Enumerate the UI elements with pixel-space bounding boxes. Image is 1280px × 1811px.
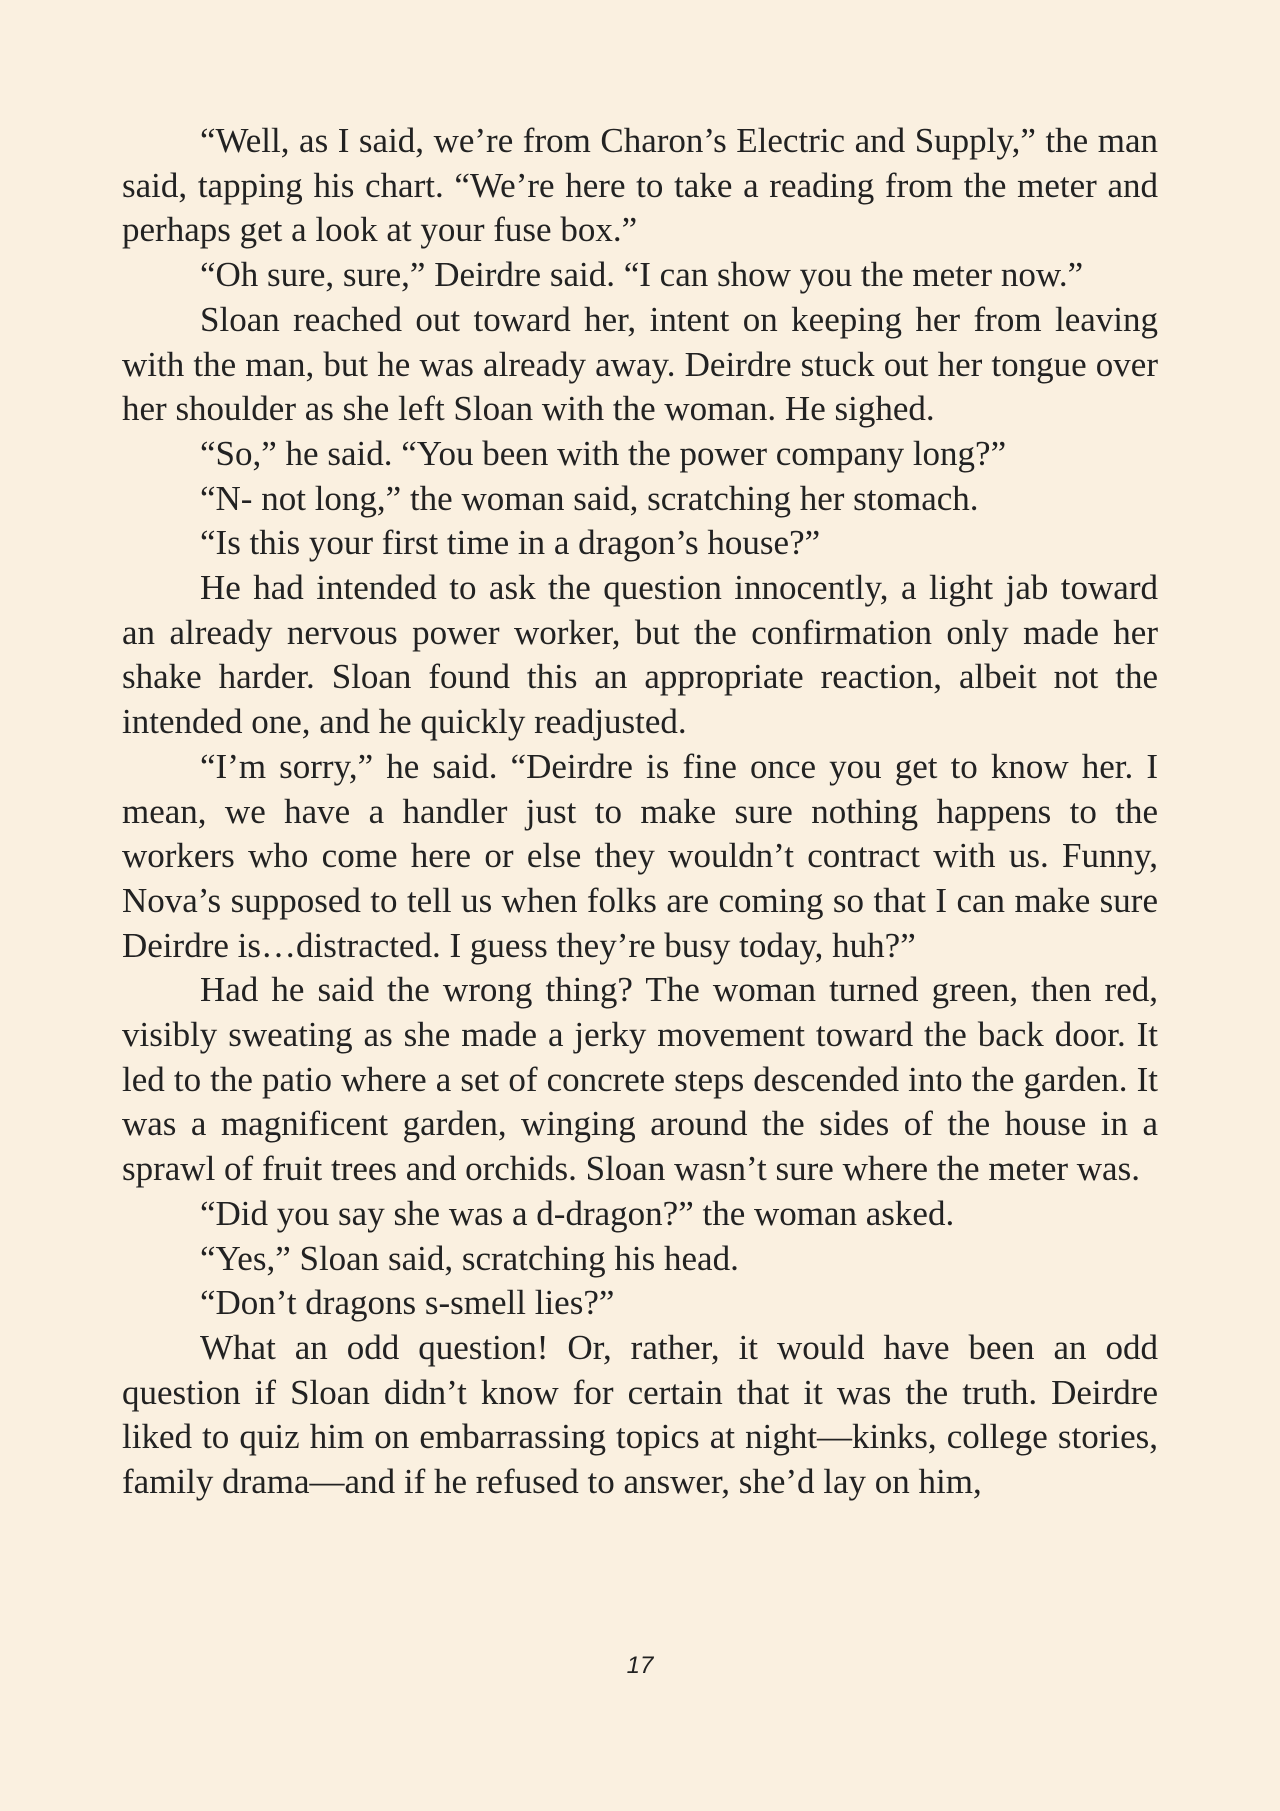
paragraph: “Is this your first time in a dragon’s house?”	[200, 523, 821, 563]
paragraph: What an odd question! Or, rather, it would have been an odd question if Sloan didn’t know for certain that it was the truth. Deirdre liked to quiz him on embarrassing topics at night—kinks, college stories, family drama—and if he refused to answer, she’d lay on him,	[122, 1327, 1158, 1502]
paragraph: “I’m sorry,” he said. “Deirdre is fine once you get to know her. I mean, we have a handler just to make sure nothing happens to the workers who come here or else they wouldn’t contract with us. Funny, Nova’s supposed to tell us when folks are coming so that I can make sure Deirdre is…distracted. I guess they’re busy today, huh?”	[122, 746, 1158, 965]
paragraph: Had he said the wrong thing? The woman turned green, then red, visibly sweating as she made a jerky movement toward the back door. It led to the patio where a set of concrete steps descended into the garden. It was a magnificent garden, winging around the sides of the house in a sprawl of fruit trees and orchids. Sloan wasn’t sure where the meter was.	[122, 970, 1158, 1189]
paragraph: “Oh sure, sure,” Deirdre said. “I can show you the meter now.”	[200, 255, 1084, 295]
paragraph: “Well, as I said, we’re from Charon’s Electric and Supply,” the man said, tapping his chart. “We’re here to take a reading from the meter and perhaps get a look at your fuse box.”	[122, 121, 1158, 250]
page-number: 17	[626, 1652, 654, 1679]
paragraph: “Did you say she was a d-dragon?” the woman asked.	[200, 1193, 955, 1233]
paragraph: “So,” he said. “You been with the power company long?”	[200, 433, 1007, 473]
body-text	[122, 119, 1158, 1505]
paragraph: “N- not long,” the woman said, scratching her stomach.	[200, 478, 979, 518]
paragraph: “Yes,” Sloan said, scratching his head.	[200, 1238, 739, 1278]
paragraph: “Don’t dragons s-smell lies?”	[200, 1283, 615, 1323]
paragraph: He had intended to ask the question innocently, a light jab toward an already nervous power worker, but the confirmation only made her shake harder. Sloan found this an appropriate reaction, albeit not the intended one, and he quickly readjusted.	[122, 568, 1158, 742]
paragraph: Sloan reached out toward her, intent on keeping her from leaving with the man, but he was already away. Deirdre stuck out her tongue over her shoulder as she left Sloan with the woman. He sighed.	[122, 299, 1158, 429]
